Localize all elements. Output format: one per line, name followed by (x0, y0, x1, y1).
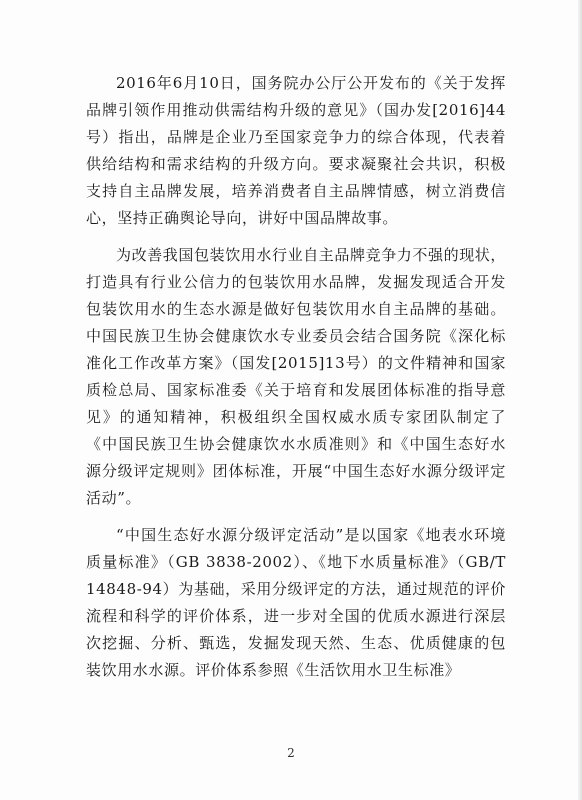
paragraph-2: 为改善我国包装饮用水行业自主品牌竞争力不强的现状，打造具有行业公信力的包装饮用水品牌，发掘发现适合开发包装饮用水的生态水源是做好包装饮用水自主品牌的基础。中国民族卫生协会健康饮水专业委员会结合国务院《深化标准化工作改革方案》（国发[2015]13号）的文件精神和国家质检总局、国家标准委《关于培育和发展团体标准的指导意见》的通知精神，积极组织全国权威水质专家团队制定了《中国民族卫生协会健康饮水水质准则》和《中国生态好水源分级评定规则》团体标准，开展“中国生态好水源分级评定活动”。 (86, 246, 507, 507)
document-body (86, 70, 506, 694)
page-number: 2 (287, 746, 295, 760)
paragraph-3: “中国生态好水源分级评定活动”是以国家《地表水环境质量标准》（GB 3838-2002）、《地下水质量标准》（GB/T 14848-94）为基础，采用分级评定的方法，通过规范的评价流程和科学的评价体系，进一步对全国的优质水源进行深层次挖掘、分析、甄选，发掘发现天然、生态、优质健康的包装饮用水水源。评价体系参照《生活饮用水卫生标准》 (86, 526, 506, 679)
scan-edge (578, 0, 582, 800)
paragraph-1: 2016年6月10日，国务院办公厅公开发布的《关于发挥品牌引领作用推动供需结构升级的意见》（国办发[2016]44号）指出，品牌是企业乃至国家竞争力的综合体现，代表着供给结构和需求结构的升级方向。要求凝聚社会共识，积极支持自主品牌发展，培养消费者自主品牌情感，树立消费信心，坚持正确舆论导向，讲好中国品牌故事。 (86, 74, 506, 227)
